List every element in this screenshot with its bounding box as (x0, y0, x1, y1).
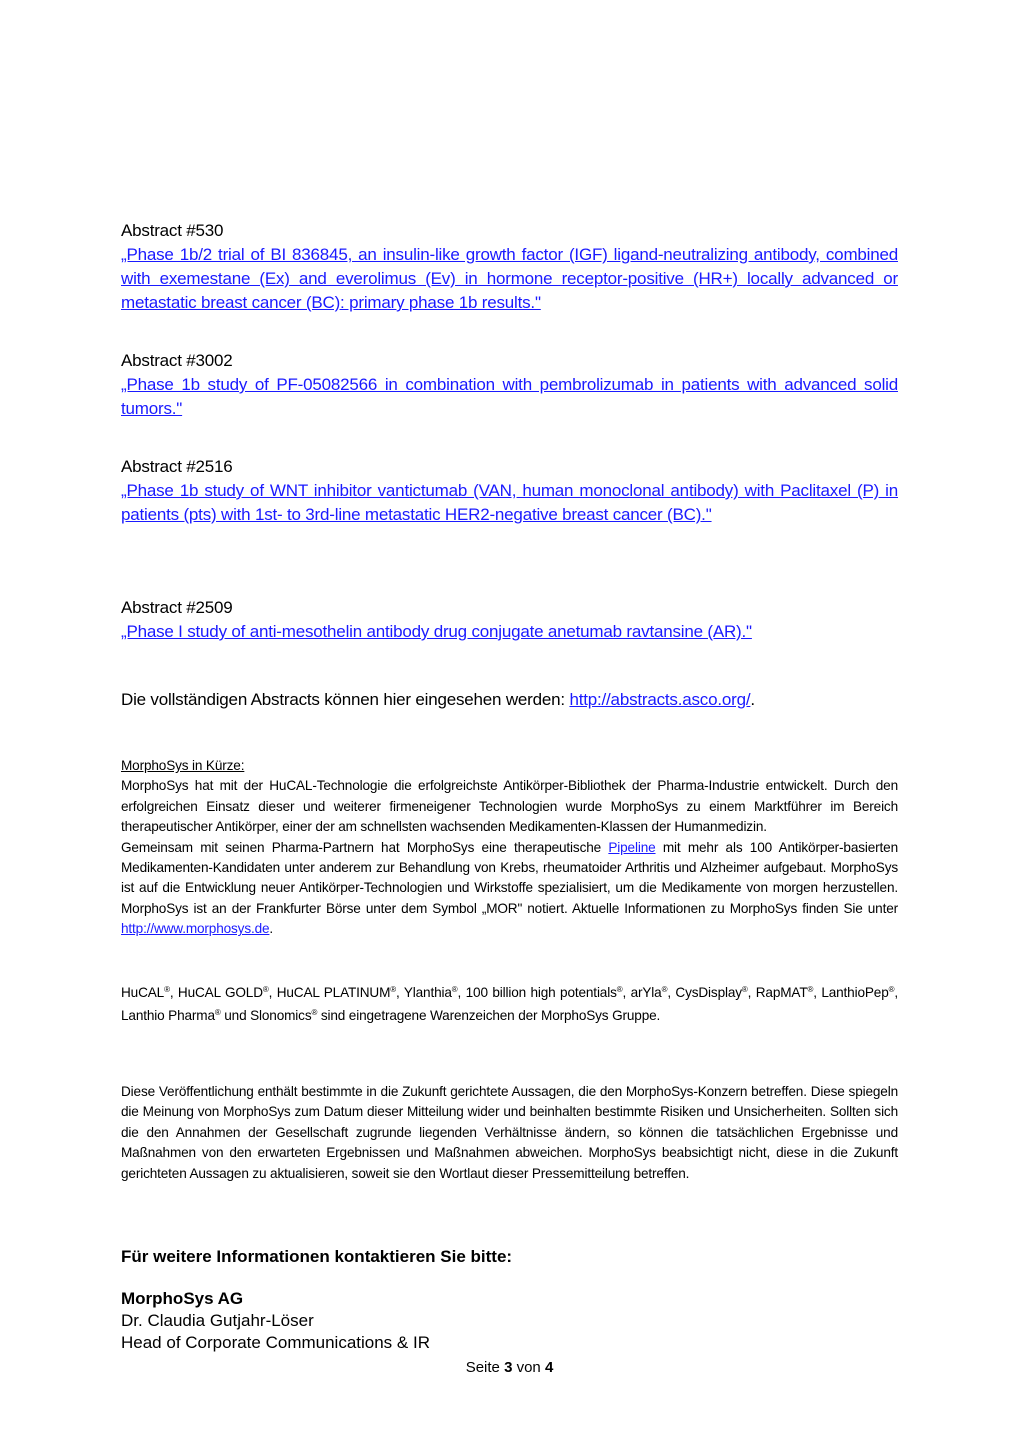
registered-trademark-icon: ® (390, 985, 397, 994)
abstract-title-link[interactable]: „Phase I study of anti-mesothelin antibody drug conjugate anetumab ravtansine (AR)." (121, 622, 752, 641)
about-paragraph-2-text-cont: mit mehr als 100 Antikörper-basierten Medikamenten-Kandidaten unter anderem zur Behandlung von Krebs, rheumatoider Arthritis und Alzheimer aufgebaut. MorphoSys ist auf die Entwicklung neuer Antikörper-Technologien und Wirkstoffe spezialisiert, um die Medikamente von morgen herzustellen. MorphoSys ist an der Frankfurter Börse unter dem Symbol „MOR" notiert. Aktuelle Informationen zu MorphoSys finden Sie unter (121, 839, 898, 916)
about-section (121, 756, 898, 940)
registered-trademark-icon: ® (661, 985, 668, 994)
about-paragraph-2-text: Gemeinsam mit seinen Pharma-Partnern hat MorphoSys eine therapeutische (121, 839, 609, 855)
trademark-list: HuCAL®, HuCAL GOLD®, HuCAL PLATINUM®, Ylanthia®, 100 billion high potentials®, arYla®, CysDisplay®, RapMAT®, LanthioPep®, Lanthio Pharma® und Slonomics® (121, 985, 899, 1024)
trademark-name: HuCAL (121, 985, 165, 1000)
page-number-footer (121, 1358, 898, 1378)
forward-looking-disclaimer: Diese Veröffentlichung enthält bestimmte in die Zukunft gerichtete Aussagen, die den MorphoSys-Konzern betreffen. Diese spiegeln die Meinung von MorphoSys zum Datum dieser Mitteilung wider und beinhalten bestimmte Risiken und Unsicherheiten. Sollten sich die den Annahmen der Gesellschaft zugrunde liegenden Verhältnisse ändern, so können die tatsächlichen Ergebnisse und Maßnahmen von den erwarteten Ergebnissen und Maßnahmen abweichen. MorphoSys beabsichtigt nicht, diese in die Zukunft gerichteten Aussagen zu aktualisieren, soweit sie den Wortlaut dieser Pressemitteilung betreffen. (121, 1084, 898, 1181)
abstract-label: Abstract #2509 (121, 598, 233, 617)
abstract-item (121, 349, 898, 421)
trademark-name: Slonomics (250, 1008, 312, 1024)
trademarks-suffix: sind eingetragene Warenzeichen der MorphoSys Gruppe. (317, 1008, 661, 1024)
abstract-item (121, 455, 898, 527)
contact-company: MorphoSys AG (121, 1289, 244, 1308)
registered-trademark-icon: ® (214, 1008, 221, 1018)
current-page-number: 3 (504, 1359, 513, 1376)
total-pages-number: 4 (544, 1359, 554, 1376)
contact-block (121, 1288, 430, 1354)
registered-trademark-icon: ® (888, 985, 895, 994)
contact-name: Dr. Claudia Gutjahr-Löser (121, 1311, 314, 1330)
abstract-item (121, 219, 898, 315)
registered-trademark-icon: ® (741, 985, 748, 994)
trademarks-paragraph (121, 980, 898, 1027)
trademark-name: CysDisplay (675, 985, 742, 1000)
about-paragraph-1: MorphoSys hat mit der HuCAL-Technologie die erfolgreichste Antikörper-Bibliothek der Pharma-Industrie entwickelt. Durch den erfolgreichen Einsatz dieser und weiterer firmeneigener Technologien wurde MorphoSys zu einem Marktführer im Bereich therapeutischer Antikörper, einer der am schnellsten wachsenden Medikamenten-Klassen der Humanmedizin. (121, 778, 898, 835)
registered-trademark-icon: ® (807, 985, 814, 994)
full-abstracts-note (121, 688, 898, 712)
trademark-name: Lanthio Pharma (121, 1008, 215, 1024)
full-abstracts-suffix: . (750, 690, 755, 709)
trademark-name: RapMAT (755, 985, 808, 1000)
contact-role: Head of Corporate Communications & IR (121, 1333, 430, 1352)
abstract-label: Abstract #530 (121, 221, 224, 240)
registered-trademark-icon: ® (311, 1008, 318, 1018)
abstract-label: Abstract #2516 (121, 457, 233, 476)
abstract-title-link[interactable]: „Phase 1b study of PF-05082566 in combination with pembrolizumab in patients with advanced solid tumors." (121, 375, 898, 418)
pipeline-link[interactable]: Pipeline (608, 839, 656, 855)
abstract-title-link[interactable]: „Phase 1b/2 trial of BI 836845, an insulin-like growth factor (IGF) ligand-neutralizing antibody, combined with exemestane (Ex) and everolimus (Ev) in hormone receptor-positive (HR+) locally advanced or metastatic breast cancer (BC): primary phase 1b results." (121, 245, 898, 312)
about-paragraph-2 (121, 838, 898, 940)
abstract-item (121, 596, 898, 644)
registered-trademark-icon: ® (616, 985, 623, 994)
registered-trademark-icon: ® (451, 985, 458, 994)
trademark-name: LanthioPep (821, 985, 889, 1000)
trademark-name: arYla (630, 985, 662, 1000)
about-paragraph-2-end: . (269, 921, 274, 937)
trademark-name: HuCAL GOLD (177, 985, 263, 1000)
registered-trademark-icon: ® (164, 985, 170, 994)
footer-prefix: Seite (465, 1359, 505, 1376)
registered-trademark-icon: ® (262, 985, 269, 994)
footer-middle: von (512, 1359, 545, 1376)
about-heading: MorphoSys in Kürze: (121, 758, 245, 773)
full-abstracts-text: Die vollständigen Abstracts können hier eingesehen werden: (121, 690, 570, 709)
morphosys-website-link[interactable]: http://www.morphosys.de (121, 921, 270, 937)
trademark-name: HuCAL PLATINUM (276, 985, 391, 1000)
abstract-label: Abstract #3002 (121, 351, 233, 370)
abstract-title-link[interactable]: „Phase 1b study of WNT inhibitor vantictumab (VAN, human monoclonal antibody) with Paclitaxel (P) in patients (pts) with 1st- to 3rd-line metastatic HER2-negative breast cancer (BC)." (121, 481, 898, 524)
trademark-name: 100 billion high potentials (465, 985, 617, 1000)
asco-abstracts-link[interactable]: http://abstracts.asco.org/ (569, 690, 751, 709)
contact-heading: Für weitere Informationen kontaktieren Sie bitte: (121, 1247, 513, 1266)
trademark-name: Ylanthia (403, 985, 452, 1000)
